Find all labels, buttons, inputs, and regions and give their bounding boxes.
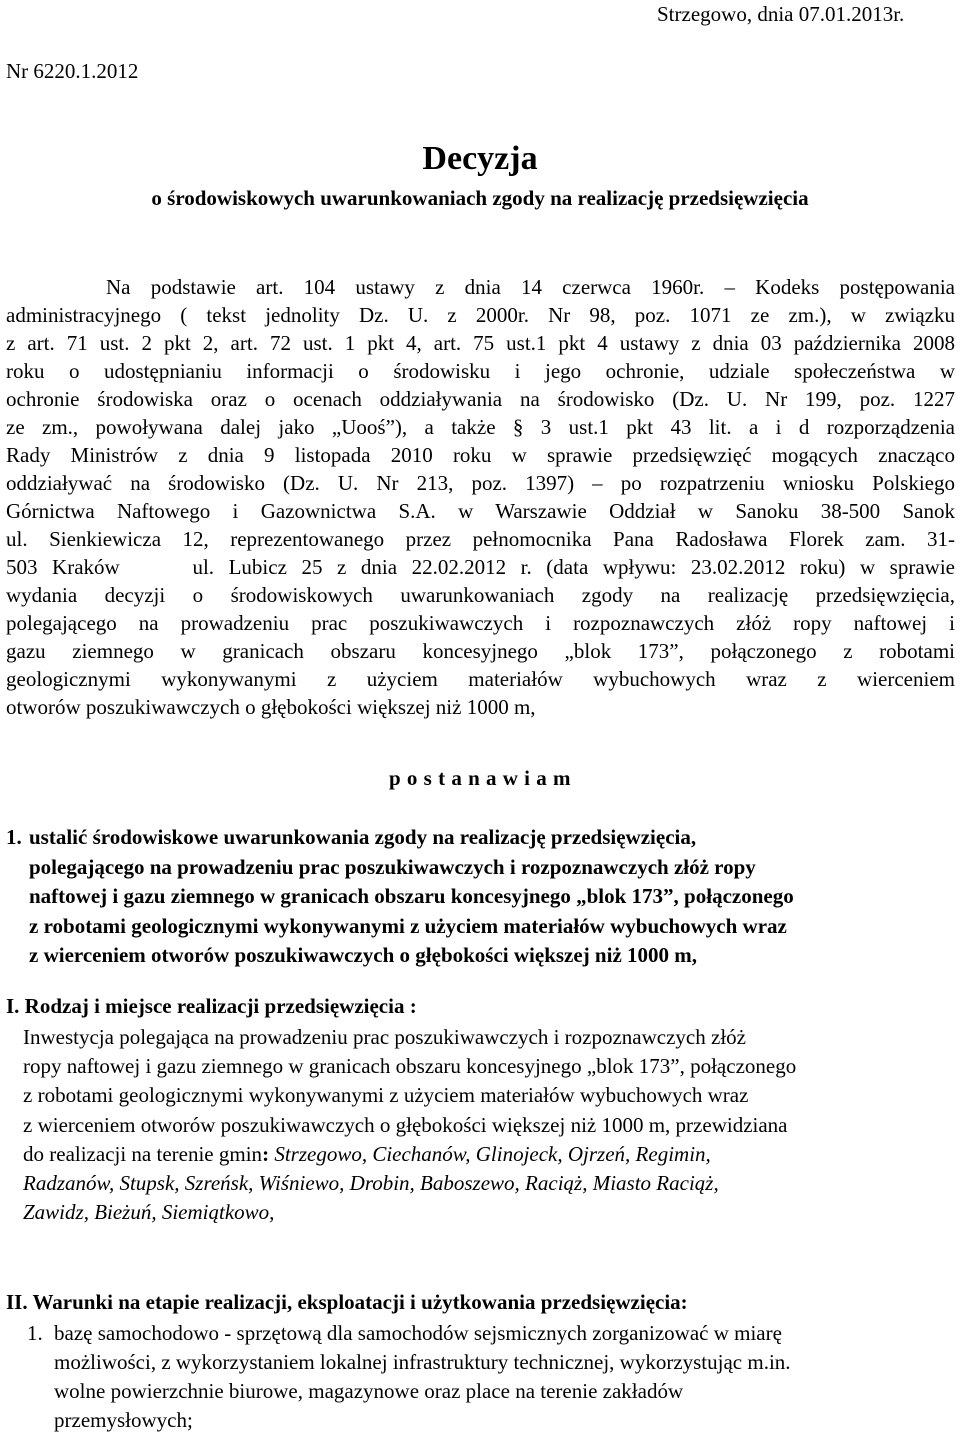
decision-heading: p o s t a n a w i a m [388, 766, 572, 790]
intro-line: z art. 71 ust. 2 pkt 2, art. 72 ust. 1 pkt 4, art. 75 ust.1 pkt 4 ustawy z dnia 03 października 2008 [6, 331, 955, 355]
decision-line: z robotami geologicznymi wykonywanymi z użyciem materiałów wybuchowych wraz [29, 913, 787, 938]
intro-line: oddziaływać na środowisko (Dz. U. Nr 213, poz. 1397) – po rozpatrzeniu wniosku Polskiego [6, 471, 955, 495]
intro-line: administracyjnego ( tekst jednolity Dz. U. z 2000r. Nr 98, poz. 1071 ze zm.), w związku [6, 303, 955, 327]
decision-line: z wierceniem otworów poszukiwawczych o głębokości większej niż 1000 m, [29, 943, 698, 967]
list-item [27, 1319, 947, 1435]
municipalities-list-line: Zawidz, Bieżuń, Siemiątkowo, [23, 1200, 275, 1225]
list-item-line: możliwości, z wykorzystaniem lokalnej infrastruktury technicznej, wykorzystując m.in. [54, 1350, 791, 1374]
list-item-line: wolne powierzchnie biurowe, magazynowe oraz place na terenie zakładów [54, 1379, 684, 1403]
intro-line: gazu ziemnego w granicach obszaru koncesyjnego „blok 173”, połączonego z robotami [6, 639, 955, 663]
intro-line: ochronie środowiska oraz o ocenach oddziaływania na środowisko (Dz. U. Nr 199, poz. 1227 [6, 387, 955, 411]
legal-basis-paragraph [6, 273, 955, 721]
intro-line: wydania decyzji o środowiskowych uwarunkowaniach zgody na realizację przedsięwzięcia, [6, 583, 955, 607]
intro-line: Rady Ministrów z dnia 9 listopada 2010 roku w sprawie przedsięwzięć mogących znacząco [6, 443, 955, 467]
section-1-line: Inwestycja polegająca na prowadzeniu prac poszukiwawczych i rozpoznawczych złóż [23, 1025, 746, 1049]
decision-line: polegającego na prowadzeniu prac poszukiwawczych i rozpoznawczych złóż ropy [29, 854, 756, 879]
intro-line: geologicznymi wykonywanymi z użyciem materiałów wybuchowych wraz z wierceniem [6, 667, 955, 691]
decision-point-1 [6, 823, 950, 971]
decision-line: naftowej i gazu ziemnego w granicach obszaru koncesyjnego „blok 173”, połączonego [29, 884, 794, 908]
intro-line: roku o udostępnianiu informacji o środowisku i jego ochronie, udziale społeczeństwa w [6, 359, 955, 383]
list-item-line: przemysłowych; [54, 1408, 193, 1432]
section-1-title: I. Rodzaj i miejsce realizacji przedsięwzięcia : [6, 994, 417, 1018]
decision-line: ustalić środowiskowe uwarunkowania zgody na realizację przedsięwzięcia, [29, 825, 697, 849]
section-1-line: z robotami geologicznymi wykonywanymi z użyciem materiałów wybuchowych wraz [23, 1083, 749, 1108]
section-1-line-municipalities [23, 1140, 955, 1169]
section-1-line: z wierceniem otworów poszukiwawczych o głębokości większej niż 1000 m, przewidziana [23, 1112, 788, 1137]
document-number: Nr 6220.1.2012 [6, 59, 139, 83]
intro-line: Na podstawie art. 104 ustawy z dnia 14 czerwca 1960r. – Kodeks postępowania [106, 275, 955, 299]
municipalities-list-start: Strzegowo, Ciechanów, Glinojeck, Ojrzeń, Regimin, [269, 1141, 711, 1166]
place-and-date: Strzegowo, dnia 07.01.2013r. [657, 2, 905, 26]
section-2-list [27, 1319, 947, 1435]
intro-line: 503 Kraków ul. Lubicz 25 z dnia 22.02.2012 r. (data wpływu: 23.02.2012 roku) w sprawie [6, 555, 955, 579]
municipalities-prefix: do realizacji na terenie gmin [23, 1141, 263, 1166]
list-item-number: 1. [27, 1321, 43, 1345]
document-title: Decyzja [422, 140, 538, 177]
section-1-body [23, 1023, 955, 1227]
intro-line: polegającego na prowadzeniu prac poszukiwawczych i rozpoznawczych złóż ropy naftowej i [6, 611, 955, 635]
intro-line: otworów poszukiwawczych o głębokości większej niż 1000 m, [6, 695, 536, 719]
section-2-title: II. Warunki na etapie realizacji, eksploatacji i użytkowania przedsięwzięcia: [6, 1290, 688, 1314]
intro-line: ul. Sienkiewicza 12, reprezentowanego przez pełnomocnika Pana Radosława Florek zam. 31- [6, 527, 955, 551]
municipalities-list-line: Radzanów, Stupsk, Szreńsk, Wiśniewo, Drobin, Baboszewo, Raciąż, Miasto Raciąż, [23, 1171, 719, 1196]
list-item-line: bazę samochodowo - sprzętową dla samochodów sejsmicznych zorganizować w miarę [54, 1321, 782, 1345]
decision-number: 1. [6, 825, 22, 849]
municipalities-colon: : [262, 1141, 270, 1166]
document-subtitle: o środowiskowych uwarunkowaniach zgody na realizację przedsięwzięcia [151, 186, 809, 210]
intro-line: Górnictwa Naftowego i Gazownictwa S.A. w Warszawie Oddział w Sanoku 38-500 Sanok [6, 499, 955, 523]
intro-line: ze zm., powoływana dalej jako „Uooś”), a także § 3 ust.1 pkt 43 lit. a i d rozporządzenia [6, 415, 955, 439]
section-1-line: ropy naftowej i gazu ziemnego w granicach obszaru koncesyjnego „blok 173”, połączonego [23, 1054, 797, 1079]
